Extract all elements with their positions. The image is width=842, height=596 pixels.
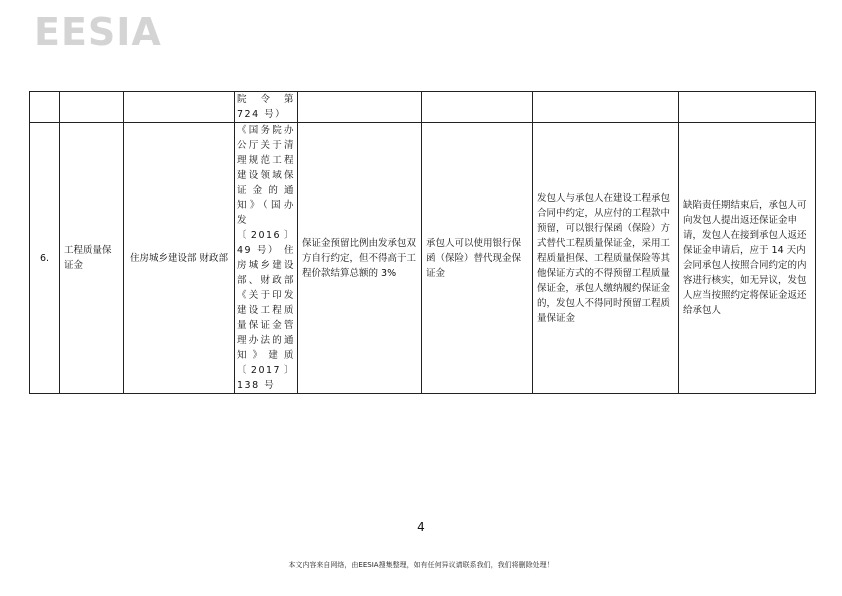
table-row [30,123,816,394]
retention-rules: 发包人与承包人在建设工程承包合同中约定，从应付的工程款中预留，可以银行保函（保险）方式替代工程质量保证金，采用工程质量担保、工程质量保险等其他保证方式的不得预留工程质量保证金，承包人缴纳履约保证金的，发包人不得同时预留工程质量保证金 [533,123,679,394]
table-cell [124,92,235,123]
page-number: 4 [417,520,425,534]
footer-disclaimer: 本文内容来自网络，由EESIA搜集整理，如有任何异议请联系我们，我们将删除处理！ [288,561,554,569]
table-cell [422,92,533,123]
policy-basis: 《国务院办公厅关于清理规范工程建设领域保证金的通知》（国办发〔2016〕49 号） 住房城乡建设部、财政部《关于印发建设工程质量保证金管理办法的通知》建质〔2017〕138 号 [235,123,298,394]
refund-rules: 缺陷责任期结束后，承包人可向发包人提出返还保证金申请，发包人在接到承包人返还保证金申请后，应于 14 天内会同承包人按照合同约定的内容进行核实，如无异议，发包人应当按照约定将保证金返还给承包人 [679,123,816,394]
guarantee-table [29,91,816,394]
guarantee-name: 工程质量保证金 [60,123,124,394]
eesia-logo: EESIA [34,10,162,54]
table-cell-basis-continued: 院令第 724 号） [235,92,298,123]
retention-standard: 保证金预留比例由发承包双方自行约定，但不得高于工程价款结算总额的 3% [298,123,422,394]
table-cell [60,92,124,123]
table-cell [679,92,816,123]
department: 住房城乡建设部 财政部 [124,123,235,394]
table-cell [30,92,60,123]
table-row [30,92,816,123]
table-cell [533,92,679,123]
row-index: 6. [30,123,60,394]
payment-method: 承包人可以使用银行保函（保险）替代现金保证金 [422,123,533,394]
table-cell [298,92,422,123]
